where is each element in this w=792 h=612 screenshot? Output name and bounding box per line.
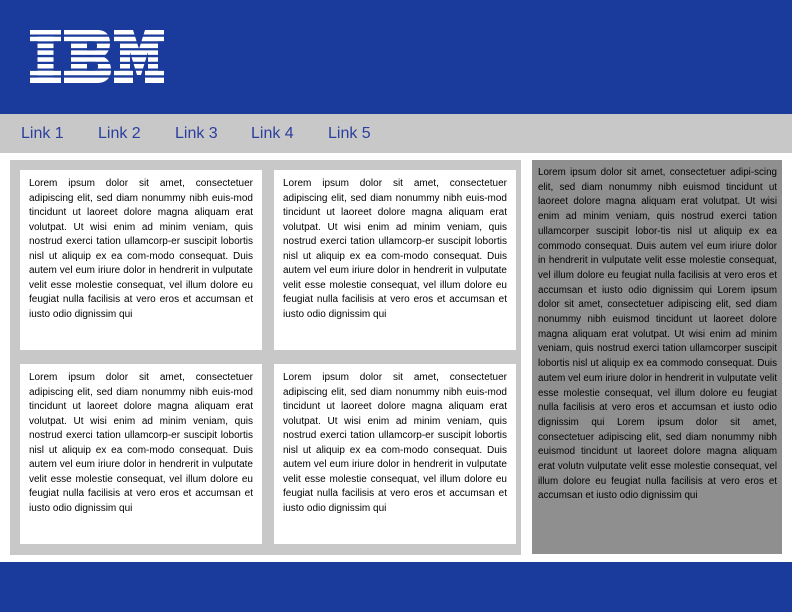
header (0, 0, 792, 114)
nav-bar (0, 114, 792, 153)
ibm-logo[interactable] (30, 30, 164, 83)
card-text: Lorem ipsum dolor sit amet, consectetuer adipiscing elit, sed diam nonummy nibh euis-mod tincidunt ut laoreet dolore magna aliquam erat volutpat. Ut wisi enim ad minim veniam, quis nostrud exerci tation ullamcorp-er suscipit lobortis nisl ut aliquip ex ea com-modo consequat. Duis autem vel eum iriure dolor in hendrerit in vulputate velit esse molestie consequat, vel illum dolore eu feugiat nulla facilisis at vero eros et accumsan et iusto odio dignissim qui (29, 372, 253, 514)
content-card (274, 170, 516, 350)
nav-link-2[interactable]: Link 2 (98, 125, 141, 142)
nav-link-3[interactable]: Link 3 (175, 125, 218, 142)
sidebar (532, 160, 782, 554)
nav-link-5[interactable]: Link 5 (328, 125, 371, 142)
nav-link-4[interactable]: Link 4 (251, 125, 294, 142)
card-text: Lorem ipsum dolor sit amet, consectetuer adipiscing elit, sed diam nonummy nibh euis-mod tincidunt ut laoreet dolore magna aliquam erat volutpat. Ut wisi enim ad minim veniam, quis nostrud exerci tation ullamcorp-er suscipit lobortis nisl ut aliquip ex ea com-modo consequat. Duis autem vel eum iriure dolor in hendrerit in vulputate velit esse molestie consequat, vel illum dolore eu feugiat nulla facilisis at vero eros et accumsan et iusto odio dignissim qui (283, 178, 507, 320)
card-text: Lorem ipsum dolor sit amet, consectetuer adipiscing elit, sed diam nonummy nibh euis-mod tincidunt ut laoreet dolore magna aliquam erat volutpat. Ut wisi enim ad minim veniam, quis nostrud exerci tation ullamcorp-er suscipit lobortis nisl ut aliquip ex ea com-modo consequat. Duis autem vel eum iriure dolor in hendrerit in vulputate velit esse molestie consequat, vel illum dolore eu feugiat nulla facilisis at vero eros et accumsan et iusto odio dignissim qui (29, 178, 253, 320)
content-card (274, 364, 516, 544)
content-card (20, 364, 262, 544)
content-panel (10, 160, 521, 555)
nav-link-1[interactable]: Link 1 (21, 125, 64, 142)
card-text: Lorem ipsum dolor sit amet, consectetuer adipiscing elit, sed diam nonummy nibh euis-mod tincidunt ut laoreet dolore magna aliquam erat volutpat. Ut wisi enim ad minim veniam, quis nostrud exerci tation ullamcorp-er suscipit lobortis nisl ut aliquip ex ea com-modo consequat. Duis autem vel eum iriure dolor in hendrerit in vulputate velit esse molestie consequat, vel illum dolore eu feugiat nulla facilisis at vero eros et accumsan et iusto odio dignissim qui (283, 372, 507, 514)
footer (0, 562, 792, 612)
sidebar-text: Lorem ipsum dolor sit amet, consectetuer adipi-scing elit, sed diam nonummy nibh euismod tincidunt ut laoreet dolore magna aliquam erat volutpat. Ut wisi enim ad minim veniam, quis nostrud exerci tation ullamcorper suscipit lobor-tis nisl ut aliquip ex ea commodo consequat. Duis autem vel eum iriure dolor in hendrerit in vulputate velit esse molestie consequat, vel illum dolore eu feugiat nulla facilisis at vero eros et accumsan et iusto odio dignissim qui Lorem ipsum dolor sit amet, consectetuer adipiscing elit, sed diam nonummy nibh euismod tincidunt ut laoreet dolore magna aliquam erat volutpat. Ut wisi enim ad minim veniam, quis nostrud exerci tation ullamcorper suscipit lobortis nisl ut aliquip ex ea commodo consequat. Duis autem vel eum iriure dolor in hendrerit in vulputate velit esse molestie consequat, vel illum dolore eu feugiat nulla facilisis at vero eros et accumsan et iusto odio dignissim qui Lorem ipsum dolor sit amet, consectetuer adipiscing elit, sed diam nonummy nibh euismod tincidunt ut laoreet dolore magna aliquam erat volutn vulputate velit esse molestie consequat, vel illum dolore eu feugiat nulla facilisis at vero eros et accumsan et iusto odio dignissim qui (538, 167, 777, 502)
content-card (20, 170, 262, 350)
